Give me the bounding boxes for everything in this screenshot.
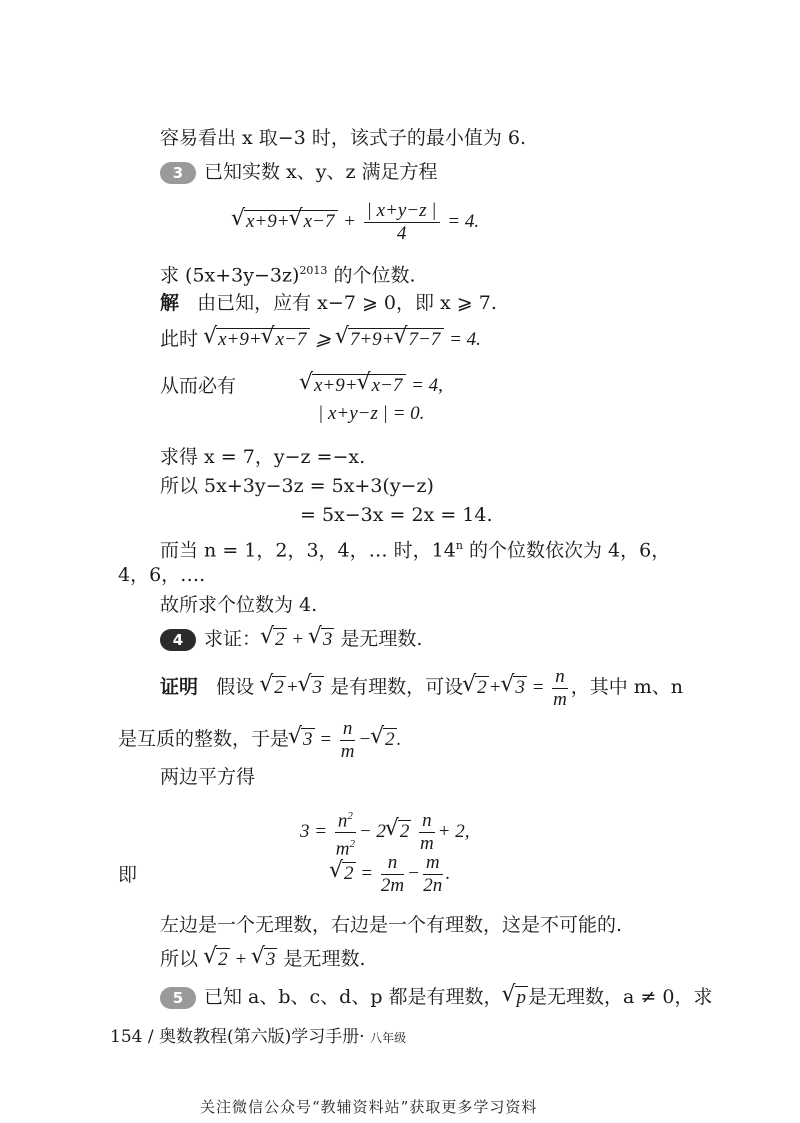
problem-text: 已知实数 x、y、z 满足方程 xyxy=(204,161,438,183)
sentence-text: 两边平方得 xyxy=(160,766,256,788)
sentence-text: 容易看出 x 取−3 时，该式子的最小值为 6. xyxy=(160,127,527,149)
sentence-text: 故所求个位数为 4. xyxy=(160,594,318,616)
solution-label: 解 xyxy=(160,292,180,314)
problem-text-tail: 是无理数，a ≠ 0，求 xyxy=(528,986,713,1008)
text-line xyxy=(160,473,434,499)
equation-squared: 3 = $\frac{n^2}{m^2}$ − 2√ 2 $\frac{n}{m}$ + 2, xyxy=(300,805,469,861)
text-label: 从而必有 xyxy=(160,375,237,397)
text-line xyxy=(160,533,670,563)
exponent: 2013 xyxy=(299,264,328,277)
proof-label: 证明 xyxy=(160,675,199,698)
system-line-1: 从而必有 √ x+9+√ x−7 = 4, xyxy=(160,373,236,399)
problem-text: 已知 a、b、c、d、p 都是有理数， xyxy=(204,986,503,1008)
equation-rational: √ 2 = $\frac{n}{2m}$ − $\frac{m}{2n}$ . xyxy=(330,852,450,897)
sentence-text: 4，6，…. xyxy=(118,564,206,586)
sentence-text: 所以 5x+3y−3z = 5x+3(y−z) xyxy=(160,475,434,497)
sentence-text: = 5x−3x = 2x = 14. xyxy=(300,504,493,526)
sentence-text: 左边是一个无理数，右边是一个有理数，这是不可能的. xyxy=(160,914,623,936)
problem-number-badge: 4 xyxy=(160,629,196,651)
equation-main: √ x+9+√ x−7 + $\frac{| x+y-z |}{4}$ = 4. xyxy=(232,200,479,245)
proof-text: 是有理数，可设 xyxy=(330,675,464,698)
text-line xyxy=(160,444,365,470)
sentence-text: 即 xyxy=(118,864,138,886)
grade-label: 八年级 xyxy=(370,1031,407,1045)
text-line xyxy=(118,562,205,588)
sentence-text: 的个位数依次为 4，6， xyxy=(462,539,671,562)
text-line xyxy=(160,125,526,151)
problem-4-heading: 4 求证：√ 2 + √ 3 是无理数. xyxy=(160,626,422,653)
sentence-text: 而当 n = 1，2，3，4，… 时，14 xyxy=(160,539,456,562)
page-number: 154 xyxy=(110,1027,143,1047)
inequality-line: 此时 √ x+9+√ x−7 ⩾ √ 7+9+√ 7−7 = 4. xyxy=(160,326,481,353)
book-title: / 奥数教程(第六版)学习手册· xyxy=(147,1027,365,1047)
conclusion-line: 所以 √ 2 + √ 3 是无理数. xyxy=(160,946,365,973)
solution-text: 由已知，应有 x−7 ⩾ 0，即 x ⩾ 7. xyxy=(197,292,497,314)
problem-3-heading xyxy=(160,159,438,185)
problem-number-badge: 3 xyxy=(160,162,196,184)
problem-text: 求证： xyxy=(204,628,262,650)
sentence-text: 是无理数. xyxy=(283,948,366,970)
question-text: 求 (5x+3y−3z) xyxy=(160,264,300,287)
proof-text: 是互质的整数，于是 xyxy=(118,727,290,750)
system-line-2: | x+y−z | = 0. xyxy=(318,403,425,424)
watermark-note: 关注微信公众号“教辅资料站”获取更多学习资料 xyxy=(200,1098,538,1116)
text-label xyxy=(118,862,137,888)
problem-number-badge: 5 xyxy=(160,987,196,1009)
question-text-tail: 的个位数. xyxy=(327,264,416,287)
problem-5-heading: 5 已知 a、b、c、d、p 都是有理数，√ p 是无理数，a ≠ 0，求 xyxy=(160,984,712,1011)
exponent: n xyxy=(455,539,463,552)
problem-text-tail: 是无理数. xyxy=(340,628,423,650)
text-label: 此时 xyxy=(160,328,199,350)
problem-question xyxy=(160,258,416,288)
text-line xyxy=(300,502,493,528)
text-line xyxy=(160,912,622,938)
page-footer xyxy=(110,1022,406,1047)
proof-text: ，其中 m、n xyxy=(570,675,684,698)
proof-start: 证明 假设 √ 2 +√ 3 是有理数，可设√ 2 +√ 3 = $\frac{n}{m}$ ，其中 m、n xyxy=(160,666,683,711)
sentence-text: 求得 x = 7，y−z =−x. xyxy=(160,446,366,468)
solution-start xyxy=(160,290,497,316)
proof-text: 假设 xyxy=(216,675,255,698)
text-line xyxy=(160,764,255,790)
text-line xyxy=(160,592,317,618)
proof-line: 是互质的整数，于是√ 3 = $\frac{n}{m}$ −√ 2 . xyxy=(118,718,401,763)
sentence-text: 所以 xyxy=(160,948,199,970)
